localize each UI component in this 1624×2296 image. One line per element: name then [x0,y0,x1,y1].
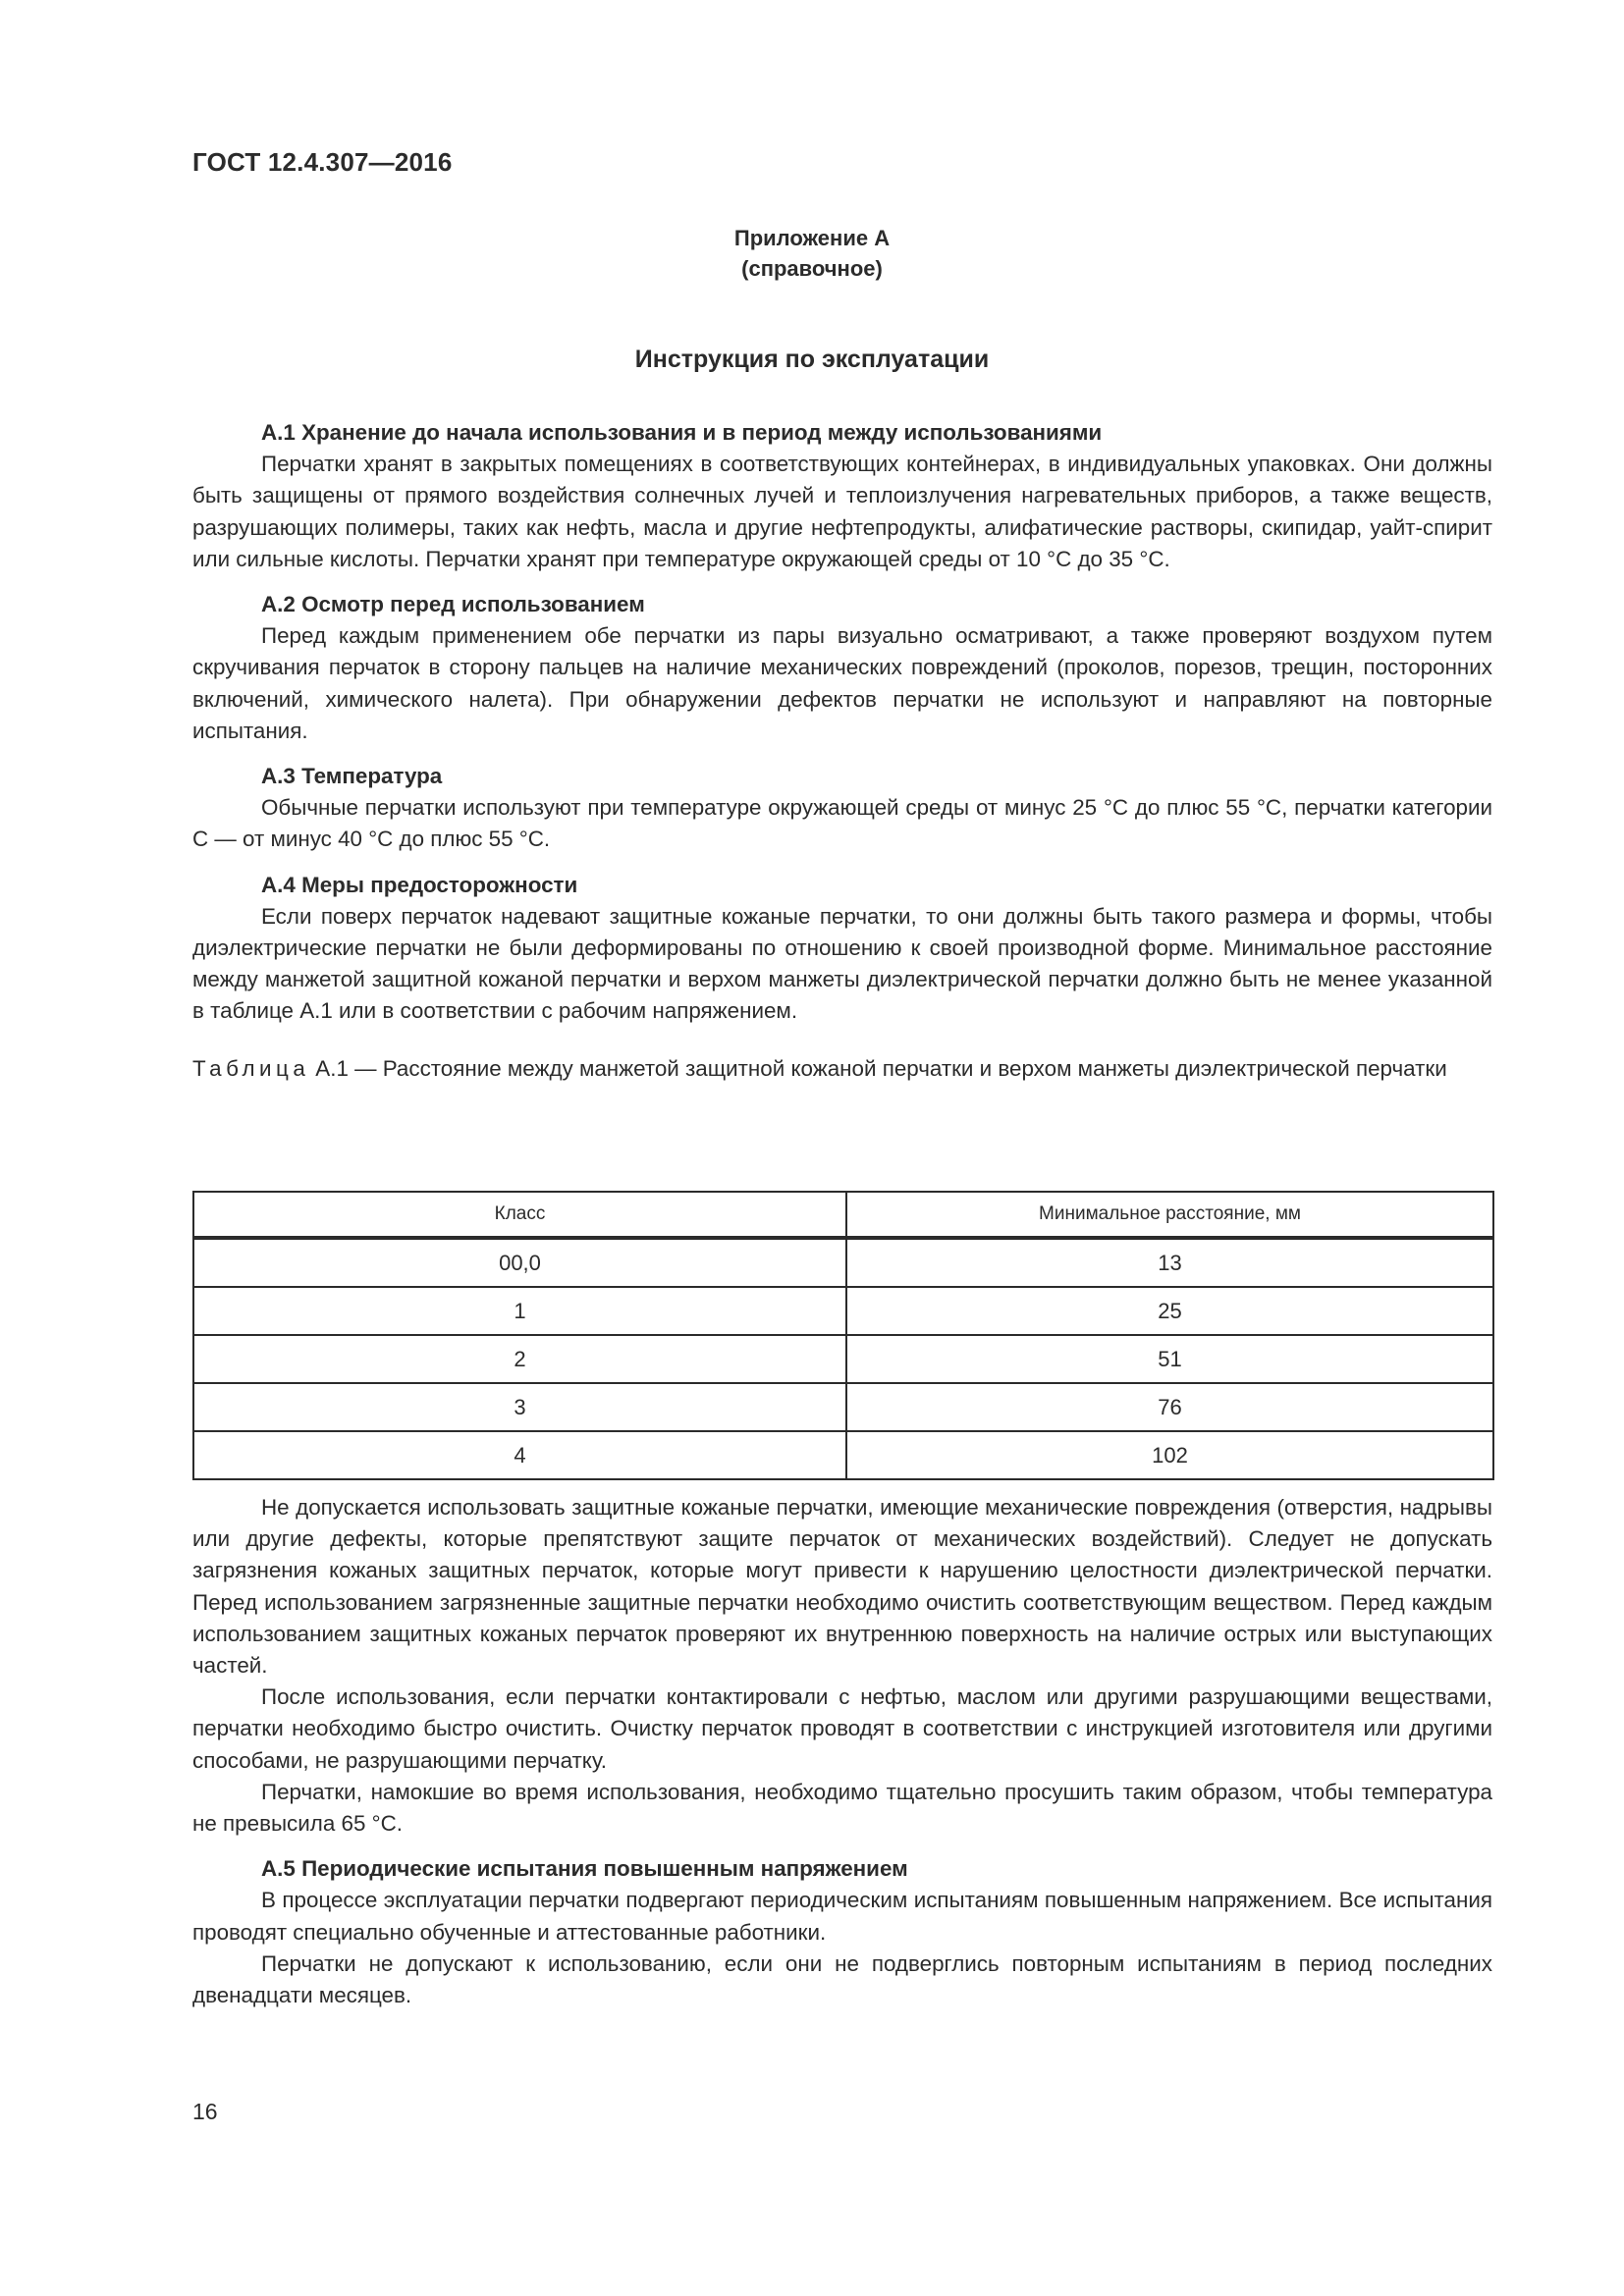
paragraph: Перед каждым применением обе перчатки из пары визуально осматривают, а также проверяют воздухом путем скручивания перчаток в сторону пальцев на наличие механических повреждений (проколов, порезов, трещин, посторонних включений, химического налета). При обнаружении дефектов перчатки не используют и направляют на повторные испытания. [192,623,1492,743]
cell-class: 1 [193,1287,846,1335]
body-block-2 [192,1492,1492,2011]
document-code: ГОСТ 12.4.307—2016 [192,147,453,177]
cell-distance: 76 [846,1383,1493,1431]
section-heading-a4: А.4 Меры предосторожности [261,872,578,897]
section-heading-a5: А.5 Периодические испытания повышенным напряжением [261,1856,908,1882]
paragraph: Обычные перчатки используют при температуре окружающей среды от минус 25 °С до плюс 55 °С, перчатки категории С — от минус 40 °С до плюс 55 °С. [192,795,1492,852]
table-row [193,1335,1493,1383]
paragraph: Перчатки, намокшие во время использования, необходимо тщательно просушить таким образом, чтобы температура не превысила 65 °С. [192,1779,1492,1837]
paragraph: После использования, если перчатки контактировали с нефтью, маслом или другими разрушающими веществами, перчатки необходимо быстро очистить. Очистку перчаток проводят в соответствии с инструкцией изготовителя или другими способами, не разрушающими перчатку. [192,1684,1492,1773]
distance-table [192,1191,1494,1480]
paragraph: Перчатки хранят в закрытых помещениях в соответствующих контейнерах, в индивидуальных упаковках. Они должны быть защищены от прямого воздействия солнечных лучей и теплоизлучения нагревательных приборов, а также веществ, разрушающих полимеры, таких как нефть, масла и другие нефтепродукты, алифатические растворы, скипидар, уайт-спирит или сильные кислоты. Перчатки хранят при температуре окружающей среды от 10 °С до 35 °С. [192,452,1492,571]
paragraph: Перчатки не допускают к использованию, если они не подверглись повторным испытаниям в период последних двенадцати месяцев. [192,1950,1492,2008]
paragraph: Если поверх перчаток надевают защитные кожаные перчатки, то они должны быть такого размера и формы, чтобы диэлектрические перчатки не были деформированы по отношению к своей производной форме. Минимальное расстояние между манжетой защитной кожаной перчатки и верхом манжеты диэлектрической перчатки должно быть не менее указанной в таблице А.1 или в соответствии с рабочим напряжением. [192,903,1492,1024]
appendix-title: Приложение А [733,226,891,250]
cell-class: 00,0 [193,1238,846,1287]
table-row [193,1383,1493,1431]
cell-distance: 13 [846,1238,1493,1287]
main-title: Инструкция по эксплуатации [634,346,990,373]
table-row [193,1238,1493,1287]
section-heading-a3: А.3 Температура [261,764,443,789]
cell-class: 2 [193,1335,846,1383]
cell-distance: 102 [846,1431,1493,1479]
paragraph: Не допускается использовать защитные кожаные перчатки, имеющие механические повреждения (отверстия, надрывы или другие дефекты, которые препятствуют защите перчаток от механических воздействий). Следует не допускать загрязнения кожаных защитных перчаток, которые могут привести к нарушению целостности диэлектрической перчатки. Перед использованием загрязненные защитные перчатки необходимо очистить соответствующим веществом. Перед каждым использованием защитных кожаных перчаток проверяют их внутреннюю поверхность на наличие острых или выступающих частей. [192,1495,1492,1679]
page-number: 16 [192,2099,218,2124]
cell-distance: 51 [846,1335,1493,1383]
cell-class: 4 [193,1431,846,1479]
column-header-class: Класс [193,1192,846,1238]
cell-class: 3 [193,1383,846,1431]
paragraph: В процессе эксплуатации перчатки подвергают периодическим испытаниям повышенным напряжением. Все испытания проводят специально обученные и аттестованные работники. [192,1888,1492,1945]
table-row [193,1287,1493,1335]
appendix-subtitle: (справочное) [741,256,883,281]
table-row [193,1431,1493,1479]
table-header-row [193,1192,1493,1238]
table-caption [192,1053,1492,1085]
table-caption-text: А.1 — Расстояние между манжетой защитной кожаной перчатки и верхом манжеты диэлектрической перчатки [315,1055,1447,1081]
table-caption-label: Таблица [192,1055,310,1081]
body-block-1 [192,417,1492,1085]
column-header-distance: Минимальное расстояние, мм [846,1192,1493,1238]
section-heading-a2: А.2 Осмотр перед использованием [261,592,645,617]
cell-distance: 25 [846,1287,1493,1335]
section-heading-a1: А.1 Хранение до начала использования и в период между использованиями [261,420,1103,445]
